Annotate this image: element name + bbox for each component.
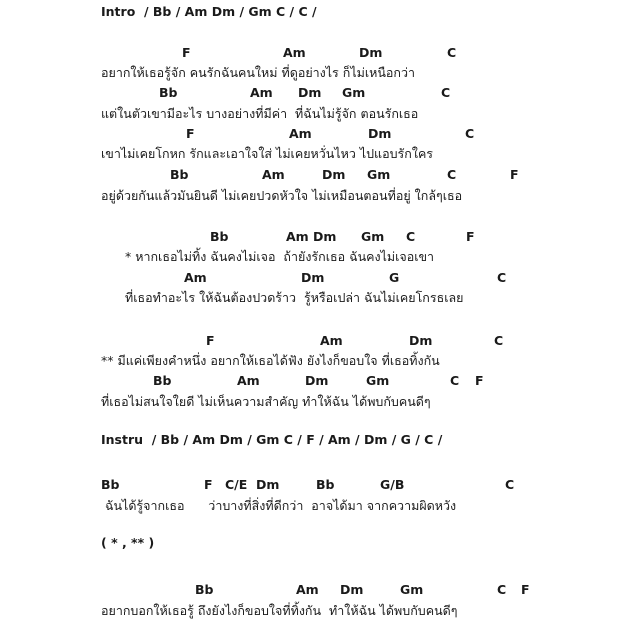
- chorus2-lyric-line: ** มีแค่เพียงคำหนึ่ง อยากให้เธอได้ฟัง ยังไงก็ขอบใจ ที่เธอทิ้งกัน: [101, 353, 440, 368]
- chord-label: Dm: [256, 477, 280, 492]
- chord-label: Dm: [298, 85, 322, 100]
- chord-label: Am Dm: [286, 229, 337, 244]
- chord-label: Gm: [367, 167, 391, 182]
- chord-label: F: [466, 229, 475, 244]
- chord-label: Am: [237, 373, 260, 388]
- chord-label: Am: [283, 45, 306, 60]
- chord-label: Am: [250, 85, 273, 100]
- chord-label: C: [465, 126, 475, 141]
- chord-label: F: [182, 45, 191, 60]
- chord-label: C: [497, 582, 507, 597]
- chord-label: C/E: [225, 477, 248, 492]
- chord-label: C: [447, 45, 457, 60]
- bridge-lyric-line: ฉันได้รู้จากเธอ ว่าบางที่สิ่งที่ดีกว่า อาจได้มา จากความผิดหวัง: [101, 498, 457, 513]
- chorus2-lyric-line: ที่เธอไม่สนใจใยดี ไม่เห็นความสำคัญ ทำให้ฉัน ได้พบกับคนดีๆ: [101, 394, 431, 409]
- chord-label: Am: [289, 126, 312, 141]
- chord-label: Bb: [101, 477, 120, 492]
- chord-label: F: [510, 167, 519, 182]
- chord-label: Dm: [359, 45, 383, 60]
- chord-label: Dm: [322, 167, 346, 182]
- chord-label: Dm: [305, 373, 329, 388]
- chord-label: Bb: [159, 85, 178, 100]
- chord-label: C: [447, 167, 457, 182]
- verse-lyric-line: อยู่ด้วยกันแล้วมันยินดี ไม่เคยปวดหัวใจ ไม่เหมือนตอนที่อยู่ ใกล้ๆเธอ: [101, 188, 463, 203]
- chord-label: F: [475, 373, 484, 388]
- chord-label: Dm: [368, 126, 392, 141]
- outro-lyric-line: อยากบอกให้เธอรู้ ถึงยังไงก็ขอบใจที่ทิ้งกัน ทำให้ฉัน ได้พบกับคนดีๆ: [101, 603, 458, 618]
- chord-label: Bb: [195, 582, 214, 597]
- chord-label: Bb: [153, 373, 172, 388]
- chord-label: Bb: [316, 477, 335, 492]
- verse-lyric-line: แต่ในตัวเขามีอะไร บางอย่างที่มีค่า ที่ฉันไม่รู้จัก ตอนรักเธอ: [101, 106, 419, 121]
- chord-label: Dm: [340, 582, 364, 597]
- chorus-lyric-line: * หากเธอไม่ทิ้ง ฉันคงไม่เจอ ถ้ายังรักเธอ ฉันคงไม่เจอเขา: [125, 249, 435, 264]
- chorus-lyric-line: ที่เธอทำอะไร ให้ฉันต้องปวดร้าว รู้หรือเปล่า ฉันไม่เคยโกรธเลย: [125, 290, 464, 305]
- chord-label: C: [450, 373, 460, 388]
- verse-lyric-line: เขาไม่เคยโกหก รักและเอาใจใส่ ไม่เคยหวั่นไหว ไปแอบรักใคร: [101, 146, 434, 161]
- chord-label: C: [505, 477, 515, 492]
- chord-label: G: [389, 270, 400, 285]
- chord-label: Gm: [366, 373, 390, 388]
- chord-label: F: [206, 333, 215, 348]
- chord-label: C: [406, 229, 416, 244]
- chord-label: C: [441, 85, 451, 100]
- chord-label: Dm: [301, 270, 325, 285]
- chord-label: Bb: [170, 167, 189, 182]
- chord-label: Gm: [342, 85, 366, 100]
- chord-label: Gm: [361, 229, 385, 244]
- chord-label: Am: [320, 333, 343, 348]
- chord-label: Am: [262, 167, 285, 182]
- chord-label: C: [494, 333, 504, 348]
- chord-label: F: [186, 126, 195, 141]
- chord-label: Bb: [210, 229, 229, 244]
- chord-label: C: [497, 270, 507, 285]
- chord-label: F: [204, 477, 213, 492]
- chord-label: F: [521, 582, 530, 597]
- repeat-marker: ( * , ** ): [101, 535, 155, 550]
- chord-label: Dm: [409, 333, 433, 348]
- intro-line: Intro / Bb / Am Dm / Gm C / C /: [101, 4, 317, 19]
- chord-label: Am: [184, 270, 207, 285]
- chord-label: Am: [296, 582, 319, 597]
- chord-label: Gm: [400, 582, 424, 597]
- chord-label: G/B: [380, 477, 405, 492]
- instru-line: Instru / Bb / Am Dm / Gm C / F / Am / Dm / G / C /: [101, 432, 443, 447]
- verse-lyric-line: อยากให้เธอรู้จัก คนรักฉันคนใหม่ ที่ดูอย่างไร ก็ไม่เหนือกว่า: [101, 65, 416, 80]
